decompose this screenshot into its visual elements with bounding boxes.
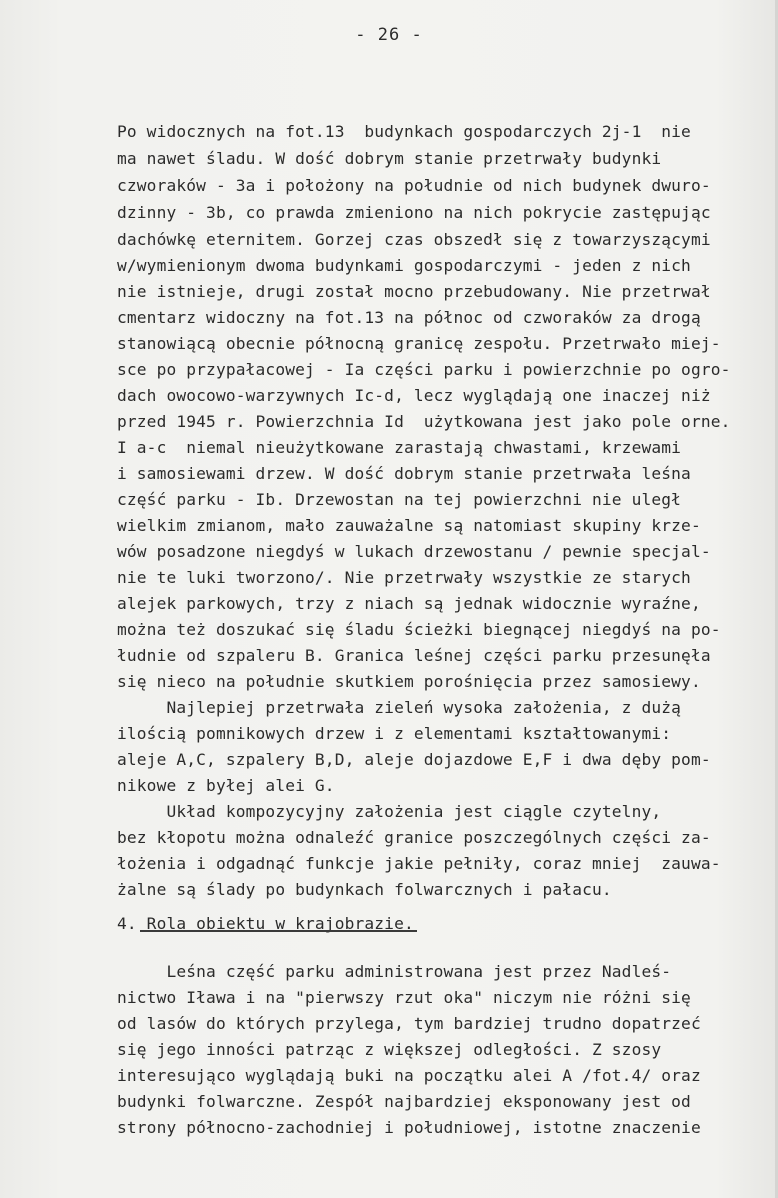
section-heading: 4. Rola obiektu w krajobrazie. <box>117 914 414 933</box>
text-line: dachówkę eternitem. Gorzej czas obszedł się z towarzyszącymi <box>117 230 711 249</box>
text-line: Układ kompozycyjny założenia jest ciągle czytelny, <box>117 802 662 821</box>
text-line: bez kłopotu można odnaleźć granice poszczególnych części za- <box>117 828 711 847</box>
text-line: aleje A,C, szpalery B,D, aleje dojazdowe E,F i dwa dęby pom- <box>117 750 711 769</box>
text-line: łudnie od szpaleru B. Granica leśnej części parku przesunęła <box>117 646 711 665</box>
text-line: żalne są ślady po budynkach folwarcznych i pałacu. <box>117 880 612 899</box>
text-line: w/wymienionym dwoma budynkami gospodarczymi - jeden z nich <box>117 256 691 275</box>
text-line: dach owocowo-warzywnych Ic-d, lecz wyglądają one inaczej niż <box>117 386 711 405</box>
text-line: I a-c niemal nieużytkowane zarastają chwastami, krzewami <box>117 438 682 457</box>
text-line: nictwo Iława i na "pierwszy rzut oka" niczym nie różni się <box>117 988 691 1007</box>
page-number: - 26 - <box>355 25 423 45</box>
text-line: ilością pomnikowych drzew i z elementami kształtowanymi: <box>117 724 672 743</box>
heading-underline <box>140 930 417 932</box>
text-line: Po widocznych na fot.13 budynkach gospodarczych 2j-1 nie <box>117 122 691 141</box>
text-line: i samosiewami drzew. W dość dobrym stanie przetrwała leśna <box>117 464 691 483</box>
text-line: wów posadzone niegdyś w lukach drzewostanu / pewnie specjal- <box>117 542 711 561</box>
text-line: wielkim zmianom, mało zauważalne są natomiast skupiny krze- <box>117 516 701 535</box>
text-line: łożenia i odgadnąć funkcje jakie pełniły, coraz mniej zauwa- <box>117 854 721 873</box>
text-line: Najlepiej przetrwała zieleń wysoka założenia, z dużą <box>117 698 682 717</box>
text-line: nie istnieje, drugi został mocno przebudowany. Nie przetrwał <box>117 282 711 301</box>
text-line: przed 1945 r. Powierzchnia Id użytkowana jest jako pole orne. <box>117 412 731 431</box>
text-line: budynki folwarczne. Zespół najbardziej eksponowany jest od <box>117 1092 691 1111</box>
text-line: sce po przypałacowej - Ia części parku i powierzchnie po ogro- <box>117 360 731 379</box>
text-line: nie te luki tworzono/. Nie przetrwały wszystkie ze starych <box>117 568 691 587</box>
text-line: część parku - Ib. Drzewostan na tej powierzchni nie uległ <box>117 490 682 509</box>
text-line: ma nawet śladu. W dość dobrym stanie przetrwały budynki <box>117 149 662 168</box>
text-line: się nieco na południe skutkiem porośnięcia przez samosiewy. <box>117 672 701 691</box>
text-line: Leśna część parku administrowana jest przez Nadleś- <box>117 962 672 981</box>
text-line: od lasów do których przylega, tym bardziej trudno dopatrzeć <box>117 1014 701 1033</box>
text-line: czworaków - 3a i położony na południe od nich budynek dwuro- <box>117 176 711 195</box>
text-line: strony północno-zachodniej i południowej, istotne znaczenie <box>117 1118 701 1137</box>
text-line: interesująco wyglądają buki na początku alei A /fot.4/ oraz <box>117 1066 701 1085</box>
text-line: cmentarz widoczny na fot.13 na północ od czworaków za drogą <box>117 308 701 327</box>
text-line: nikowe z byłej alei G. <box>117 776 335 795</box>
text-line: dzinny - 3b, co prawda zmieniono na nich pokrycie zastępując <box>117 203 711 222</box>
text-line: stanowiącą obecnie północną granicę zespołu. Przetrwało miej- <box>117 334 721 353</box>
text-line: alejek parkowych, trzy z niach są jednak widocznie wyraźne, <box>117 594 701 613</box>
text-line: można też doszukać się śladu ścieżki biegnącej niegdyś na po- <box>117 620 721 639</box>
text-line: się jego inności patrząc z większej odległości. Z szosy <box>117 1040 662 1059</box>
